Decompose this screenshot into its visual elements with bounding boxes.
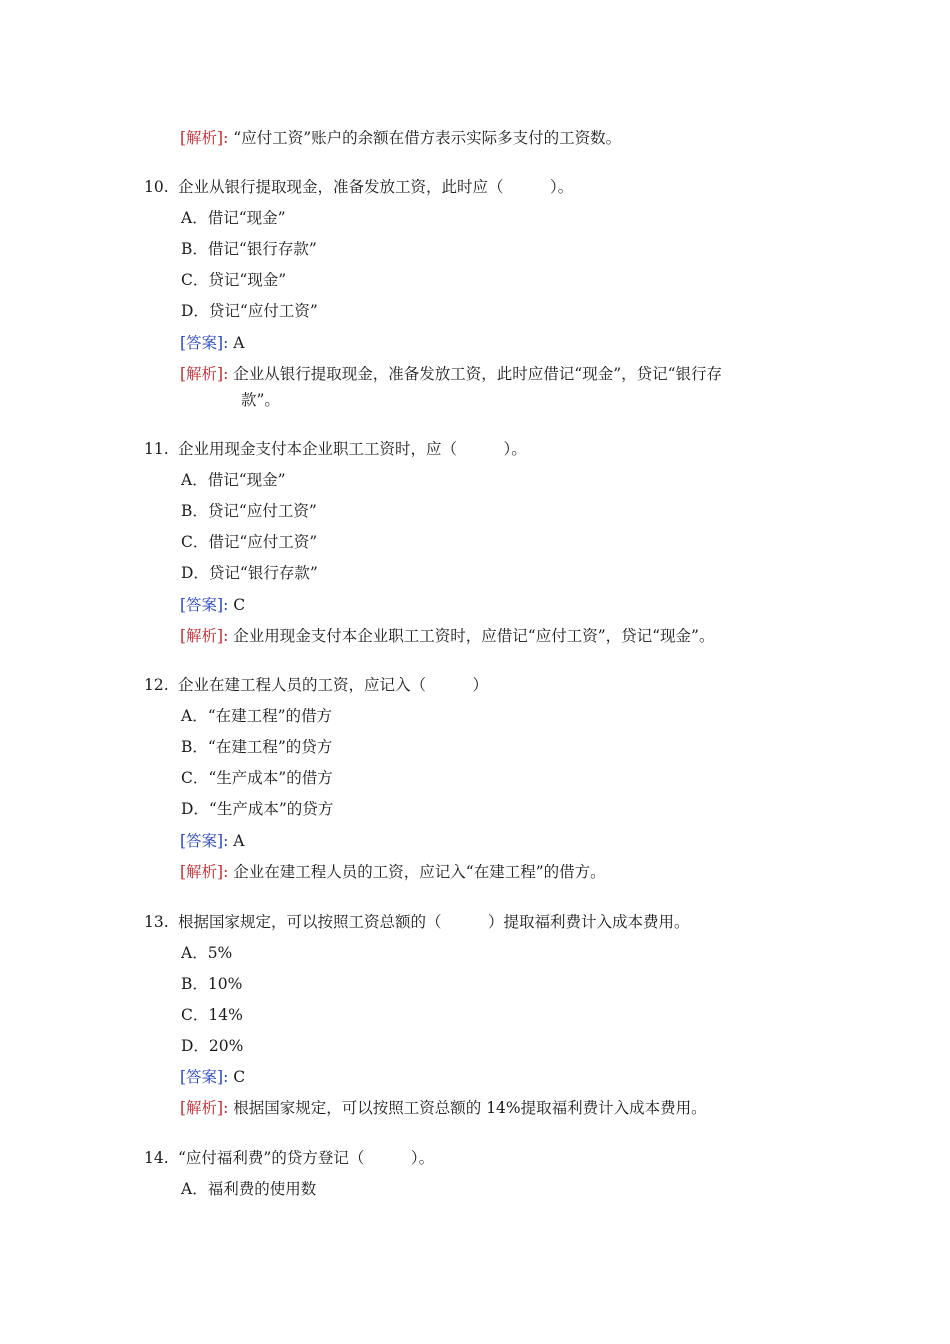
question-stem xyxy=(144,912,690,932)
answer-tag: [答案]: xyxy=(180,334,229,352)
explanation-tag: [解析]: xyxy=(180,1099,229,1117)
explanation-text: 企业用现金支付本企业职工工资时，应借记“应付工资”，贷记“现金”。 xyxy=(233,627,715,645)
question-number: 14. xyxy=(144,1149,169,1167)
option-c: C．14% xyxy=(181,1006,243,1024)
question-text: 企业用现金支付本企业职工工资时，应（ ）。 xyxy=(178,440,527,458)
option-b: B．“在建工程”的贷方 xyxy=(181,738,333,756)
option-a: A．借记“现金” xyxy=(181,471,286,489)
question-stem xyxy=(144,439,527,459)
option-d: D．贷记“银行存款” xyxy=(181,564,318,582)
answer-row xyxy=(180,595,245,615)
explanation-tag: [解析]: xyxy=(180,627,229,645)
option-c: C．贷记“现金” xyxy=(181,271,287,289)
answer-row xyxy=(180,1067,245,1087)
answer-row xyxy=(180,831,244,851)
option-b: B．10% xyxy=(181,975,243,993)
explanation-text: 企业在建工程人员的工资，应记入“在建工程”的借方。 xyxy=(233,863,606,881)
answer-tag: [答案]: xyxy=(180,1068,229,1086)
question-text: 企业在建工程人员的工资，应记入（ ） xyxy=(178,676,489,694)
explanation-tag: [解析]: xyxy=(180,863,229,881)
explanation-row xyxy=(180,626,714,646)
question-number: 10. xyxy=(144,178,169,196)
option-b: B．借记“银行存款” xyxy=(181,240,317,258)
answer-tag: [答案]: xyxy=(180,596,229,614)
option-d: D．20% xyxy=(181,1037,244,1055)
answer-tag: [答案]: xyxy=(180,832,229,850)
question-stem xyxy=(144,177,573,197)
explanation-row xyxy=(180,128,621,148)
answer-value: A xyxy=(233,334,245,352)
explanation-row xyxy=(180,1098,707,1118)
question-number: 11. xyxy=(144,440,169,458)
option-a: A．福利费的使用数 xyxy=(181,1180,317,1198)
option-a: A．借记“现金” xyxy=(181,209,286,227)
option-c: C．借记“应付工资” xyxy=(181,533,318,551)
explanation-row xyxy=(180,862,606,882)
explanation-row xyxy=(180,364,722,384)
question-text: 企业从银行提取现金，准备发放工资，此时应（ ）。 xyxy=(178,178,574,196)
question-number: 12. xyxy=(144,676,169,694)
explanation-text: “应付工资”账户的余额在借方表示实际多支付的工资数。 xyxy=(233,129,622,147)
explanation-text: 企业从银行提取现金，准备发放工资，此时应借记“现金”，贷记“银行存 xyxy=(233,365,723,383)
option-d: D．“生产成本”的贷方 xyxy=(181,800,334,818)
explanation-continuation: 款”。 xyxy=(241,391,280,409)
explanation-text: 根据国家规定，可以按照工资总额的 14%提取福利费计入成本费用。 xyxy=(233,1099,707,1117)
answer-value: C xyxy=(233,596,246,614)
option-a: A．“在建工程”的借方 xyxy=(181,707,333,725)
explanation-tag: [解析]: xyxy=(180,365,229,383)
answer-row xyxy=(180,333,244,353)
question-number: 13. xyxy=(144,913,169,931)
question-stem xyxy=(144,1148,434,1168)
option-b: B．贷记“应付工资” xyxy=(181,502,317,520)
explanation-tag: [解析]: xyxy=(180,129,229,147)
option-d: D．贷记“应付工资” xyxy=(181,302,318,320)
option-c: C．“生产成本”的借方 xyxy=(181,769,333,787)
answer-value: C xyxy=(233,1068,246,1086)
question-text: 根据国家规定，可以按照工资总额的（ ）提取福利费计入成本费用。 xyxy=(178,913,690,931)
question-stem xyxy=(144,675,488,695)
question-text: “应付福利费”的贷方登记（ ）。 xyxy=(178,1149,435,1167)
option-a: A．5% xyxy=(181,944,233,962)
answer-value: A xyxy=(233,832,245,850)
